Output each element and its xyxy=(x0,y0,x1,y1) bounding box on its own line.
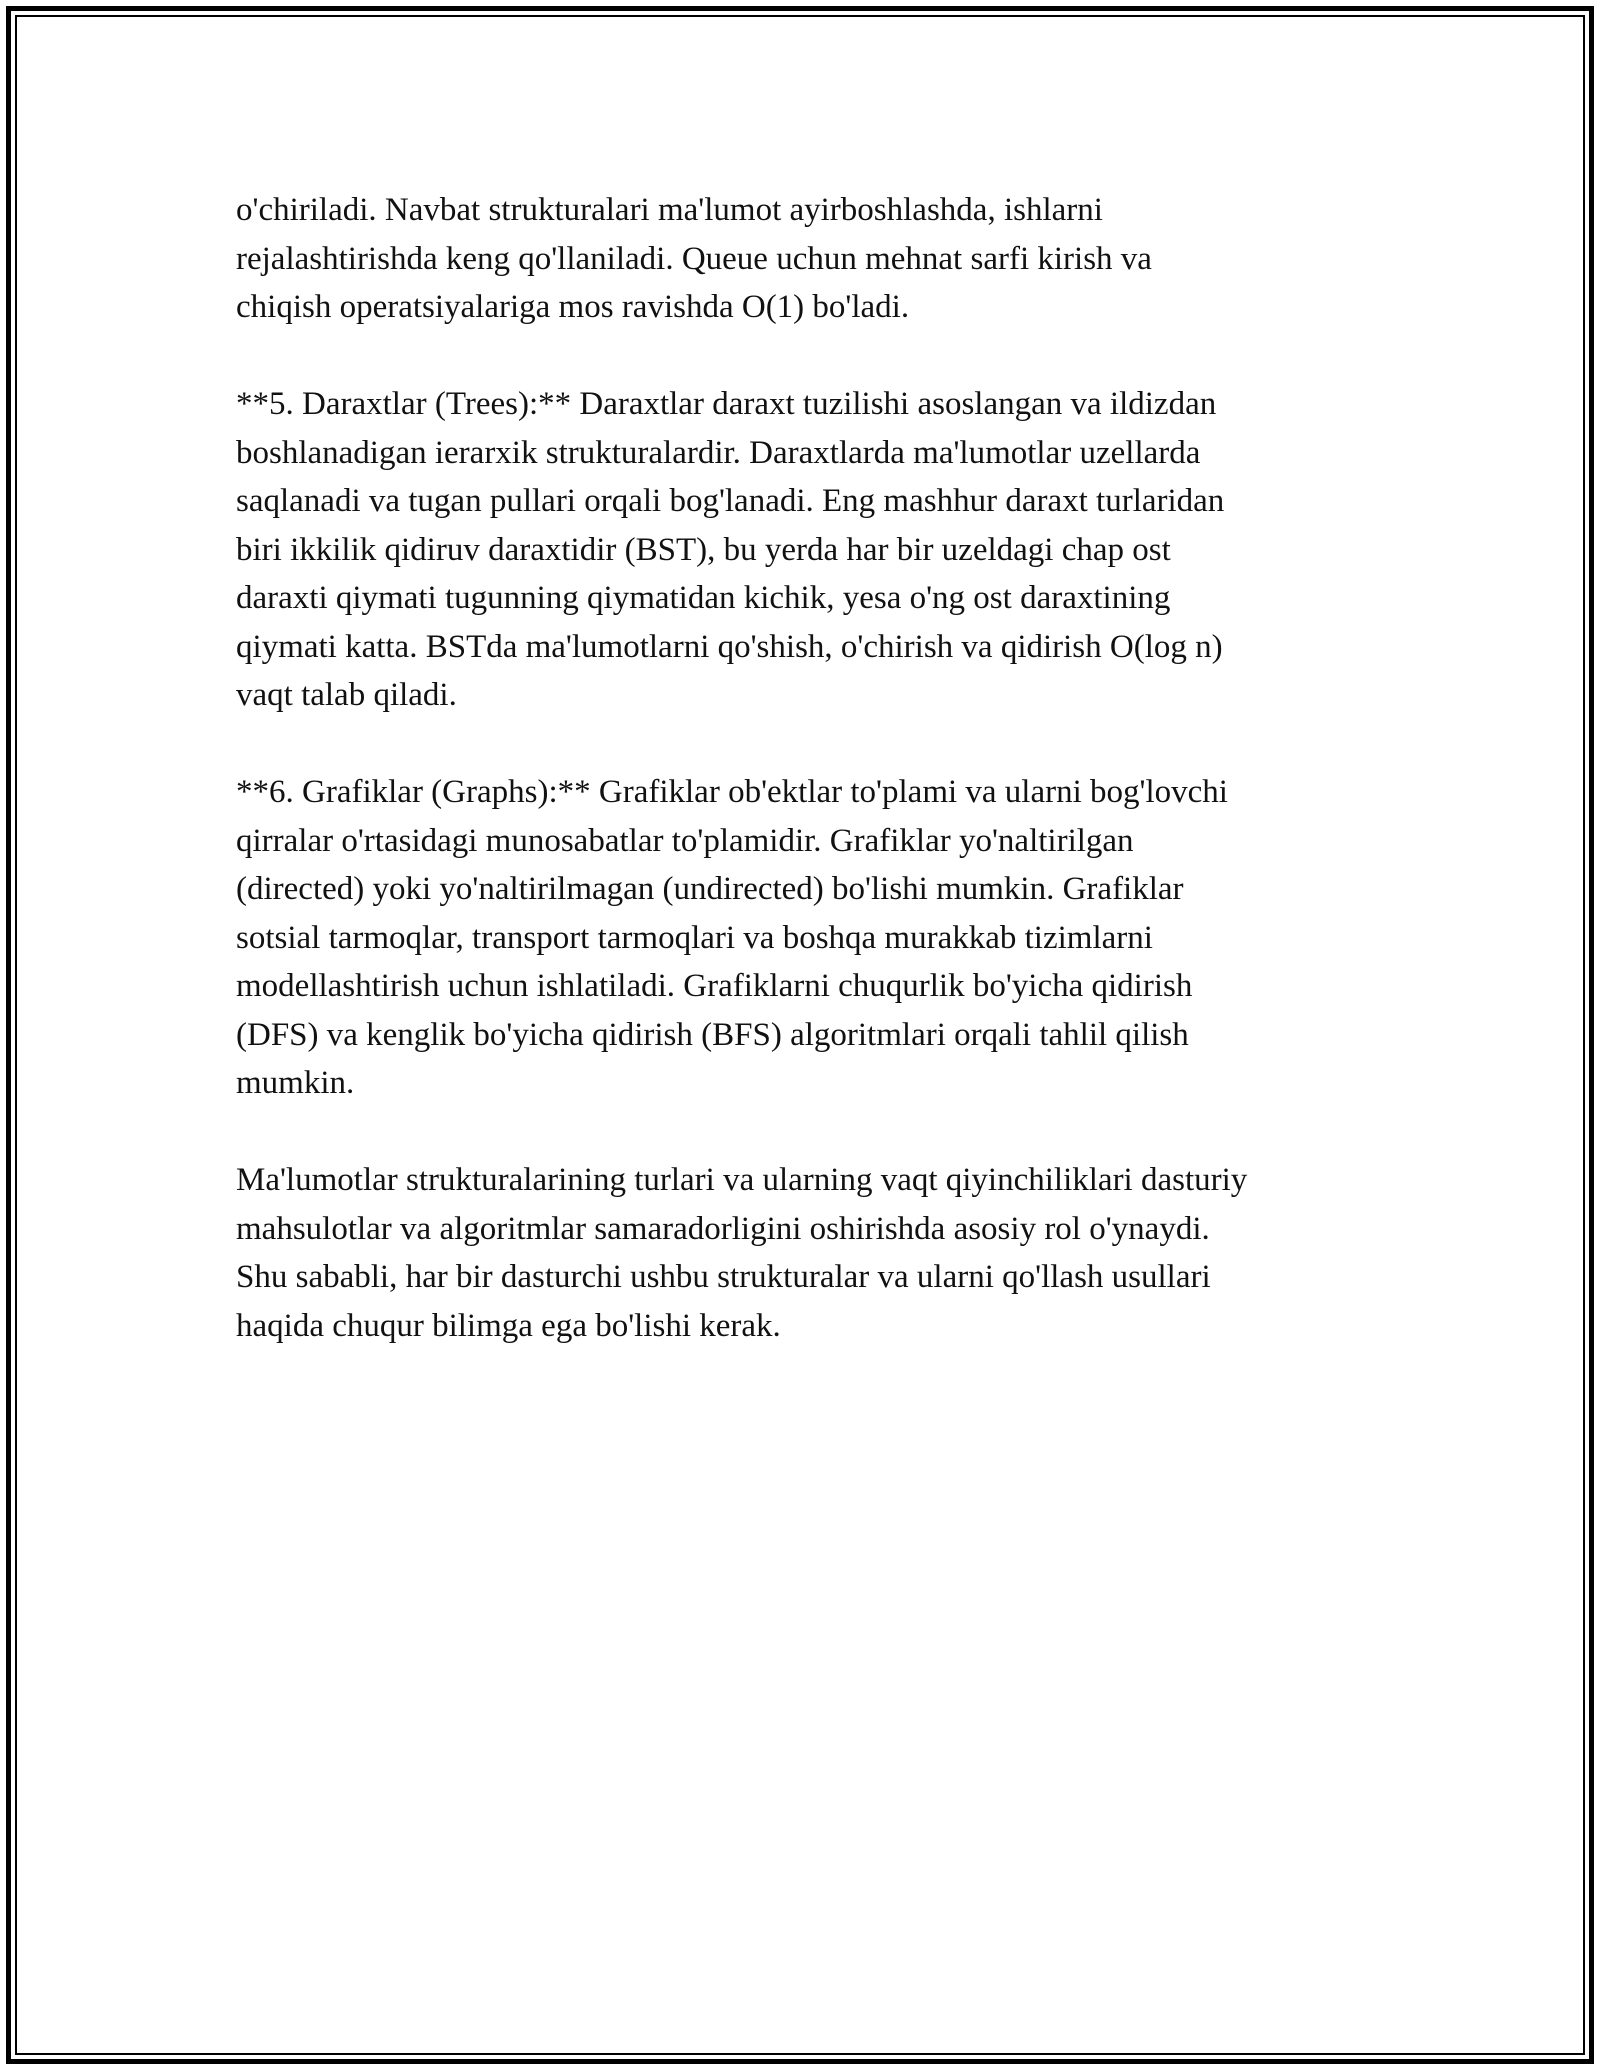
document-body xyxy=(236,186,1386,1399)
paragraph-conclusion: Ma'lumotlar strukturalarining turlari va ularning vaqt qiyinchiliklari dasturiy mahsulotlar va algoritmlar samaradorligini oshirishda asosiy rol o'ynaydi. Shu sababli, har bir dasturchi ushbu strukturalar va ularni qo'llash usullari haqida chuqur bilimga ega bo'lishi kerak. xyxy=(236,1162,1248,1344)
paragraph-trees: **5. Daraxtlar (Trees):** Daraxtlar daraxt tuzilishi asoslangan va ildizdan boshlanadigan ierarxik strukturalardir. Daraxtlarda ma'lumotlar uzellarda saqlanadi va tugan pullari orqali bog'lanadi. Eng mashhur daraxt turlaridan biri ikkilik qidiruv daraxtidir (BST), bu yerda har bir uzeldagi chap ost daraxti qiymati tugunning qiymatidan kichik, yesa o'ng ost daraxtining qiymati katta. BSTda ma'lumotlarni qo'shish, o'chirish va qidirish O(log n) vaqt talab qiladi. xyxy=(236,386,1225,713)
paragraph-queue-continuation: o'chiriladi. Navbat strukturalari ma'lumot ayirboshlashda, ishlarni rejalashtirishda keng qo'llaniladi. Queue uchun mehnat sarfi kirish va chiqish operatsiyalariga mos ravishda O(1) bo'ladi. xyxy=(236,192,1152,325)
paragraph-graphs: **6. Grafiklar (Graphs):** Grafiklar ob'ektlar to'plami va ularni bog'lovchi qirralar o'rtasidagi munosabatlar to'plamidir. Grafiklar yo'naltirilgan (directed) yoki yo'naltirilmagan (undirected) bo'lishi mumkin. Grafiklar sotsial tarmoqlar, transport tarmoqlari va boshqa murakkab tizimlarni modellashtirish uchun ishlatiladi. Grafiklarni chuqurlik bo'yicha qidirish (DFS) va kenglik bo'yicha qidirish (BFS) algoritmlari orqali tahlil qilish mumkin. xyxy=(236,774,1228,1101)
